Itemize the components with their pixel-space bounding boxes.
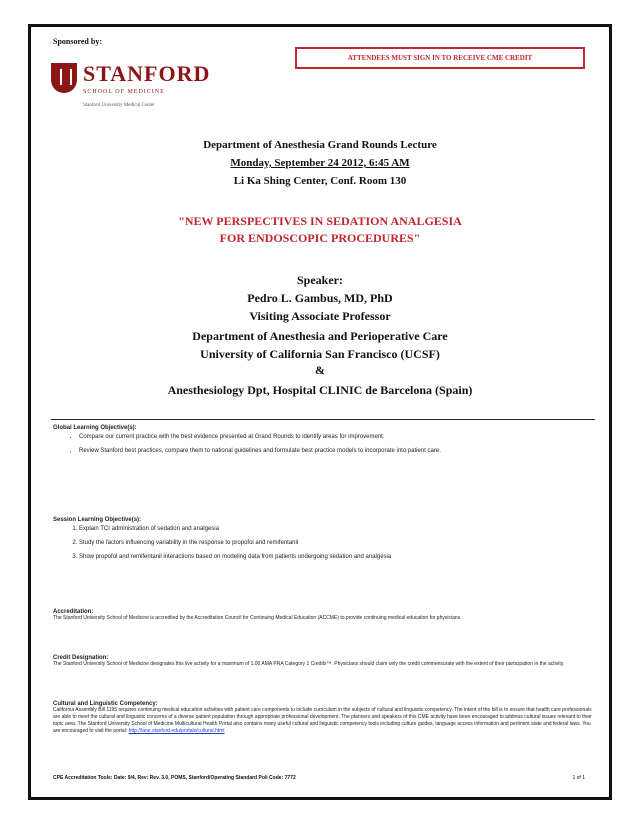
session-objectives-heading: Session Learning Objective(s): (53, 517, 142, 523)
divider (51, 419, 595, 420)
session-objectives (53, 517, 593, 567)
cultural-text: California Assembly Bill 1195 requires continuing medical education activities with patient care components to include curriculum in the subjects of cultural and linguistic competency. The intent of the bill is to ensure that health care professionals are able to meet the cultural and linguistic concerns of a diverse patient population through appropriate professional development. The planners and speakers of this CME activity have been encouraged to address cultural issues relevant to their topic area. The Stanford University School of Medicine Multicultural Health Portal also contains many useful cultural and linguistic competency tools including culture guides, language access information and pertinent state and federal laws. You are encouraged to visit the portal: (53, 707, 592, 734)
global-objective-item: • Compare our current practice with the best evidence presented at Grand Rounds to identify areas for improvement. (79, 433, 593, 442)
speaker-name: Pedro L. Gambus, MD, PhD (247, 291, 393, 305)
speaker-university: University of California San Francisco (UCSF) (200, 347, 440, 361)
logo-wordmark: STANFORD (83, 61, 211, 86)
accreditation-text: The Stanford University School of Medicine is accredited by the Accreditation Council for Continuing Medical Education (ACCME) to provide continuing medical education for physicians. (53, 615, 462, 621)
global-objectives-heading: Global Learning Objective(s): (53, 425, 137, 431)
accreditation-section (53, 609, 593, 622)
credit-section (53, 655, 593, 668)
lecture-date: Monday, September 24 2012, 6:45 AM (230, 157, 410, 169)
speaker-hospital: Anesthesiology Dpt, Hospital CLINIC de Barcelona (Spain) (167, 383, 473, 397)
stanford-logo (51, 63, 251, 123)
stanford-shield-icon (51, 63, 77, 93)
logo-subtitle: SCHOOL OF MEDICINE (83, 89, 165, 95)
logo-subtitle-2: Stanford University Medical Center (83, 103, 155, 108)
session-objective-item: 2. Study the factors influencing variability in the response to propofol and remifentanil (79, 539, 593, 548)
global-objectives (53, 425, 593, 461)
lecture-title-line2: FOR ENDOSCOPIC PROCEDURES" (219, 231, 421, 245)
lecture-series: Department of Anesthesia Grand Rounds Lecture (203, 139, 437, 151)
session-objective-item: 1. Explain TCI administration of sedation and analgesia (79, 525, 593, 534)
speaker-ampersand: & (315, 363, 325, 377)
speaker-department: Department of Anesthesia and Perioperative Care (192, 329, 448, 343)
flyer-page (28, 24, 612, 800)
credit-text: The Stanford University School of Medicine designates this live activity for a maximum of 1.00 AMA PRA Category 1 Credits™. Physicians should claim only the credit commensurate with the extent of their participation in the activity. (53, 661, 565, 667)
page-number: 1 of 1 (572, 775, 585, 781)
credit-heading: Credit Designation: (53, 655, 109, 661)
cultural-section (53, 701, 593, 735)
accreditation-heading: Accreditation: (53, 609, 94, 615)
global-objective-item: • Review Stanford best practices, compare them to national guidelines and formulate best practice models to incorporate into patient care. (79, 447, 593, 456)
lecture-location: Li Ka Shing Center, Conf. Room 130 (233, 175, 407, 187)
footer-text: CPE Accreditation Tools: Date: 9/4, Rev: Rev. 3.0, POMS, Stanford/Operating Standard Poli Code: 7772 (53, 775, 296, 781)
cultural-heading: Cultural and Linguistic Competency: (53, 701, 158, 707)
speaker-label: Speaker: (297, 273, 343, 287)
session-objective-item: 3. Show propofol and remifentanil interactions based on modeling data from patients undergoing sedation and analgesia (79, 553, 593, 562)
sponsored-by-label: Sponsored by: (53, 37, 102, 46)
cultural-portal-link[interactable]: http://lane.stanford.edu/portals/cultural.html (128, 728, 225, 734)
speaker-role: Visiting Associate Professor (249, 309, 391, 323)
lecture-title-line1: "NEW PERSPECTIVES IN SEDATION ANALGESIA (178, 214, 462, 228)
sign-in-notice: ATTENDEES MUST SIGN IN TO RECEIVE CME CREDIT (295, 47, 585, 69)
